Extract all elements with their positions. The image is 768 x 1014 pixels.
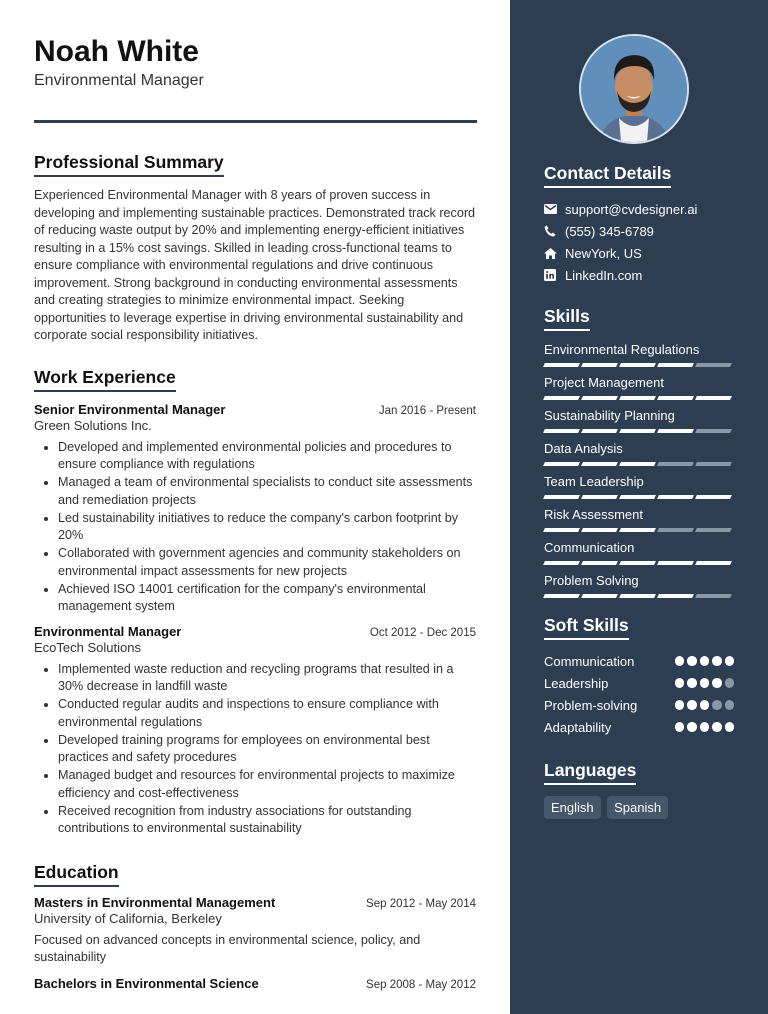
school-name: University of California, Berkeley bbox=[34, 910, 222, 926]
soft-skills-heading: Soft Skills bbox=[544, 615, 629, 640]
education-dates: Sep 2012 - May 2014 bbox=[366, 897, 476, 910]
skill-level-segment bbox=[695, 528, 732, 532]
soft-skill-name: Adaptability bbox=[544, 719, 612, 735]
skill-level-segment bbox=[619, 396, 656, 400]
skill-level-segment bbox=[619, 462, 656, 466]
experience-heading: Work Experience bbox=[34, 367, 176, 392]
skill-item bbox=[544, 342, 744, 367]
skill-level-segment bbox=[581, 462, 618, 466]
soft-skill-name: Communication bbox=[544, 653, 635, 669]
rating-dot bbox=[700, 722, 710, 732]
contact-section bbox=[544, 163, 734, 286]
skill-name: Communication bbox=[544, 540, 635, 555]
skill-level-bar bbox=[544, 462, 744, 466]
candidate-name: Noah White bbox=[34, 35, 199, 68]
skill-level-segment bbox=[657, 495, 694, 499]
skill-level-segment bbox=[543, 429, 580, 433]
rating-dot bbox=[725, 656, 735, 666]
rating-dot bbox=[687, 656, 697, 666]
skill-name: Environmental Regulations bbox=[544, 342, 700, 357]
job-bullets bbox=[34, 661, 476, 838]
skills-section bbox=[544, 306, 744, 606]
education-heading: Education bbox=[34, 862, 119, 887]
skill-level-segment bbox=[581, 429, 618, 433]
experience-section bbox=[34, 367, 476, 838]
skill-name: Project Management bbox=[544, 375, 664, 390]
skill-item bbox=[544, 408, 744, 433]
list-item: • Managed budget and resources for environmental projects to maximize efficiency and cost-effectiveness bbox=[58, 767, 476, 802]
education-dates: Sep 2008 - May 2012 bbox=[366, 978, 476, 991]
skills-list bbox=[544, 342, 744, 598]
skill-level-segment bbox=[581, 594, 618, 598]
linkedin-text: LinkedIn.com bbox=[565, 267, 643, 283]
skill-level-segment bbox=[581, 561, 618, 565]
skill-level-segment bbox=[581, 396, 618, 400]
skill-level-bar bbox=[544, 363, 744, 367]
rating-dot bbox=[687, 700, 697, 710]
skill-level-segment bbox=[581, 495, 618, 499]
job-dates: Jan 2016 - Present bbox=[378, 404, 476, 417]
degree-title: Bachelors in Environmental Science bbox=[34, 975, 259, 991]
list-item: • Managed a team of environmental specialists to conduct site assessments and remediation projects bbox=[58, 474, 476, 509]
skill-item bbox=[544, 507, 744, 532]
education-entry bbox=[34, 895, 476, 967]
skill-name: Sustainability Planning bbox=[544, 408, 675, 423]
job-entry bbox=[34, 624, 476, 838]
summary-text: Experienced Environmental Manager with 8 years of proven success in developing and implementing sustainable practices. Demonstrated track record of reducing waste output by 20% and implementing energy-efficient initiatives resulting in a 15% cost savings. Skilled in leading cross-functional teams to ensure compliance with environmental regulations and drive continuous improvement. Strong background in conducting environmental assessments and creating strategies to minimize environmental impact. Seeking opportunities to leverage expertise in driving environmental sustainability and corporate social responsibility initiatives. bbox=[34, 188, 476, 342]
soft-skill-rating bbox=[675, 722, 735, 732]
rating-dot bbox=[712, 722, 722, 732]
rating-dot bbox=[675, 700, 685, 710]
rating-dot bbox=[725, 678, 735, 688]
home-icon bbox=[544, 248, 565, 259]
rating-dot bbox=[712, 678, 722, 688]
skill-name: Risk Assessment bbox=[544, 507, 643, 522]
list-item: • Achieved ISO 14001 certification for the company's environmental management system bbox=[58, 581, 476, 616]
list-item: • Implemented waste reduction and recycling programs that resulted in a 30% decrease in landfill waste bbox=[58, 661, 476, 696]
soft-skill-item bbox=[544, 716, 734, 738]
skill-level-segment bbox=[619, 528, 656, 532]
skill-level-segment bbox=[619, 561, 656, 565]
soft-skill-rating bbox=[675, 700, 735, 710]
contact-email[interactable] bbox=[544, 198, 734, 220]
rating-dot bbox=[712, 656, 722, 666]
list-item: • Received recognition from industry associations for outstanding contributions to environmental sustainability bbox=[58, 803, 476, 838]
skill-level-segment bbox=[695, 495, 732, 499]
envelope-icon bbox=[544, 204, 565, 214]
rating-dot bbox=[687, 678, 697, 688]
email-text: support@cvdesigner.ai bbox=[565, 201, 698, 217]
skill-level-segment bbox=[695, 396, 732, 400]
skill-level-bar bbox=[544, 396, 744, 400]
summary-section bbox=[34, 152, 476, 345]
skill-name: Problem Solving bbox=[544, 573, 639, 588]
skill-level-segment bbox=[619, 495, 656, 499]
skill-level-segment bbox=[581, 528, 618, 532]
skill-level-segment bbox=[543, 561, 580, 565]
soft-skill-rating bbox=[675, 678, 735, 688]
skill-level-segment bbox=[543, 528, 580, 532]
skill-item bbox=[544, 375, 744, 400]
skill-item bbox=[544, 573, 744, 598]
skill-level-segment bbox=[619, 429, 656, 433]
job-company: Green Solutions Inc. bbox=[34, 417, 152, 433]
skill-level-segment bbox=[657, 429, 694, 433]
contact-heading: Contact Details bbox=[544, 163, 671, 188]
language-tag: English bbox=[544, 796, 601, 819]
education-section bbox=[34, 862, 476, 991]
avatar bbox=[579, 34, 689, 144]
rating-dot bbox=[675, 656, 685, 666]
soft-skills-section bbox=[544, 615, 734, 738]
skill-level-segment bbox=[543, 594, 580, 598]
header-divider bbox=[34, 120, 477, 123]
skill-level-segment bbox=[581, 363, 618, 367]
summary-heading: Professional Summary bbox=[34, 152, 224, 177]
skill-level-segment bbox=[657, 561, 694, 565]
skill-level-segment bbox=[543, 363, 580, 367]
list-item: • Collaborated with government agencies and community stakeholders on environmental impact assessments for new projects bbox=[58, 545, 476, 580]
list-item: • Conducted regular audits and inspections to ensure compliance with environmental regulations bbox=[58, 696, 476, 731]
avatar-portrait-icon bbox=[581, 36, 687, 142]
job-title: Environmental Manager bbox=[34, 623, 182, 639]
skill-level-segment bbox=[695, 561, 732, 565]
rating-dot bbox=[725, 722, 735, 732]
sidebar bbox=[510, 0, 768, 1014]
skill-level-segment bbox=[695, 429, 732, 433]
soft-skill-name: Leadership bbox=[544, 675, 609, 691]
location-text: NewYork, US bbox=[565, 245, 642, 261]
phone-icon bbox=[544, 225, 565, 237]
skill-name: Data Analysis bbox=[544, 441, 623, 456]
rating-dot bbox=[712, 700, 722, 710]
skill-item bbox=[544, 540, 744, 565]
skill-level-segment bbox=[695, 462, 732, 466]
skill-level-bar bbox=[544, 429, 744, 433]
skill-item bbox=[544, 441, 744, 466]
soft-skill-rating bbox=[675, 656, 735, 666]
rating-dot bbox=[687, 722, 697, 732]
soft-skills-list bbox=[544, 650, 734, 738]
soft-skill-item bbox=[544, 672, 734, 694]
skill-level-segment bbox=[619, 363, 656, 367]
soft-skill-item bbox=[544, 650, 734, 672]
skill-level-segment bbox=[657, 594, 694, 598]
contact-location bbox=[544, 242, 734, 264]
skill-level-segment bbox=[657, 462, 694, 466]
skill-level-segment bbox=[695, 363, 732, 367]
skill-level-segment bbox=[695, 594, 732, 598]
list-item: • Led sustainability initiatives to reduce the company's carbon footprint by 20% bbox=[58, 510, 476, 545]
rating-dot bbox=[700, 700, 710, 710]
skill-level-bar bbox=[544, 561, 744, 565]
skill-level-bar bbox=[544, 495, 744, 499]
skill-name: Team Leadership bbox=[544, 474, 644, 489]
languages-heading: Languages bbox=[544, 760, 636, 785]
skill-level-segment bbox=[543, 396, 580, 400]
rating-dot bbox=[675, 722, 685, 732]
skill-level-segment bbox=[657, 363, 694, 367]
education-description: Focused on advanced concepts in environmental science, policy, and sustainability bbox=[34, 932, 421, 964]
skill-item bbox=[544, 474, 744, 499]
language-tag: Spanish bbox=[607, 796, 668, 819]
job-company: EcoTech Solutions bbox=[34, 639, 141, 655]
phone-text: (555) 345-6789 bbox=[565, 223, 654, 239]
skill-level-segment bbox=[543, 495, 580, 499]
job-title: Senior Environmental Manager bbox=[34, 401, 226, 417]
skills-heading: Skills bbox=[544, 306, 590, 331]
job-dates: Oct 2012 - Dec 2015 bbox=[369, 626, 476, 639]
rating-dot bbox=[700, 656, 710, 666]
languages-section bbox=[544, 760, 734, 819]
candidate-title: Environmental Manager bbox=[34, 72, 204, 89]
rating-dot bbox=[700, 678, 710, 688]
education-entry bbox=[34, 976, 476, 991]
linkedin-icon bbox=[544, 269, 565, 281]
degree-title: Masters in Environmental Management bbox=[34, 894, 276, 910]
contact-phone[interactable] bbox=[544, 220, 734, 242]
skill-level-segment bbox=[657, 396, 694, 400]
list-item: • Developed and implemented environmental policies and procedures to ensure compliance with regulations bbox=[58, 439, 476, 474]
skill-level-segment bbox=[543, 462, 580, 466]
contact-linkedin[interactable] bbox=[544, 264, 734, 286]
rating-dot bbox=[675, 678, 685, 688]
job-entry bbox=[34, 402, 476, 616]
soft-skill-item bbox=[544, 694, 734, 716]
skill-level-bar bbox=[544, 528, 744, 532]
soft-skill-name: Problem-solving bbox=[544, 697, 638, 713]
list-item: • Developed training programs for employees on environmental best practices and safety procedures bbox=[58, 732, 476, 767]
skill-level-segment bbox=[619, 594, 656, 598]
skill-level-bar bbox=[544, 594, 744, 598]
job-bullets bbox=[34, 439, 476, 616]
skill-level-segment bbox=[657, 528, 694, 532]
rating-dot bbox=[725, 700, 735, 710]
